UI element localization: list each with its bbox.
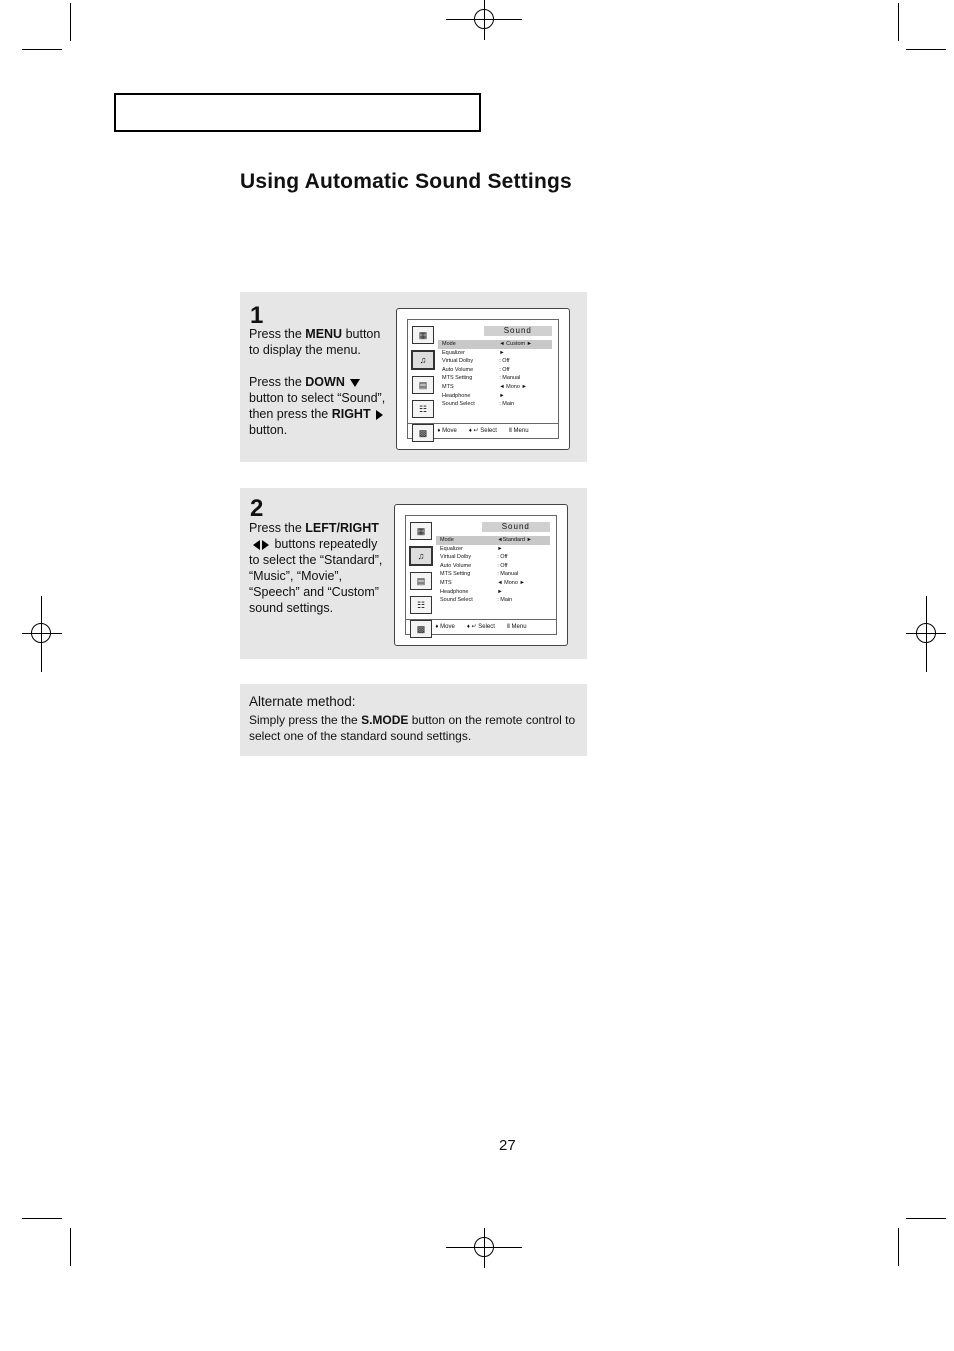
menu-title: Sound	[484, 326, 552, 336]
input-icon: ▩	[412, 424, 434, 442]
footer-select: ♦ ↵ Select	[466, 624, 495, 630]
step-1-line-2	[249, 374, 389, 438]
sound-icon: ♫	[409, 546, 433, 566]
menu-row	[436, 570, 550, 579]
step-2-instructions	[249, 520, 389, 616]
crop-mark	[898, 1228, 899, 1266]
row-value: ►	[497, 545, 503, 552]
right-arrow-icon	[262, 540, 269, 550]
row-label: Headphone	[440, 588, 469, 595]
picture-icon: ▦	[410, 522, 432, 540]
menu-row	[438, 374, 552, 383]
text: Press the	[249, 327, 306, 341]
channel-icon: ▤	[412, 376, 434, 394]
tv-menu-screenshot	[396, 308, 570, 450]
menu-key: MENU	[305, 327, 343, 341]
registration-circle	[31, 623, 51, 643]
registration-circle	[916, 623, 936, 643]
registration-circle	[474, 1237, 494, 1257]
down-key: DOWN	[305, 375, 345, 389]
row-value: ◄ Mono ►	[497, 579, 525, 586]
channel-icon: ▤	[410, 572, 432, 590]
text: Press the	[249, 521, 306, 535]
alternate-heading: Alternate method:	[249, 694, 356, 709]
menu-row	[436, 545, 550, 554]
header-box	[114, 93, 481, 132]
row-label: Sound Select	[440, 597, 473, 604]
left-arrow-icon	[253, 540, 260, 550]
menu-footer	[408, 423, 558, 438]
setup-icon: ☷	[412, 400, 434, 418]
menu-row	[436, 588, 550, 597]
row-label: Auto Volume	[442, 366, 474, 373]
menu-row	[438, 383, 552, 392]
footer-menu: Ⅱ Menu	[508, 428, 529, 434]
smode-key: S.MODE	[361, 713, 409, 727]
left-right-key: LEFT/RIGHT	[305, 521, 379, 535]
crop-mark	[22, 49, 62, 50]
step-1-line-1	[249, 326, 389, 358]
row-label: Mode	[442, 341, 456, 347]
row-label: Sound Select	[442, 401, 475, 408]
footer-select: ♦ ↵ Select	[468, 428, 497, 434]
menu-row	[438, 349, 552, 358]
menu-area	[436, 522, 550, 605]
tv-screen	[405, 515, 557, 635]
text: button to select “Sound”, then press the	[249, 391, 386, 421]
crop-mark	[898, 3, 899, 41]
step-1-instructions	[249, 326, 389, 438]
row-value: ◄Standard ►	[497, 537, 532, 543]
crop-mark	[906, 49, 946, 50]
menu-row	[438, 400, 552, 409]
text: button to display the menu.	[249, 327, 381, 357]
row-value: ◄ Custom ►	[499, 341, 533, 347]
row-value: : Off	[499, 358, 510, 365]
row-value: : Off	[497, 554, 508, 561]
menu-row	[436, 562, 550, 571]
menu-row	[438, 340, 552, 349]
down-arrow-icon	[350, 379, 360, 387]
step-2-panel	[240, 488, 587, 659]
right-key: RIGHT	[331, 407, 371, 421]
menu-row	[438, 392, 552, 401]
row-value: : Off	[497, 562, 508, 569]
tv-menu-screenshot	[394, 504, 568, 646]
row-value: : Manual	[497, 571, 519, 578]
alternate-text	[249, 712, 579, 744]
page-number: 27	[499, 1137, 516, 1154]
row-label: Equalizer	[442, 349, 465, 356]
row-label: MTS Setting	[440, 571, 471, 578]
alternate-method-panel	[240, 684, 587, 756]
menu-footer	[406, 619, 556, 634]
row-value: ►	[497, 588, 503, 595]
right-arrow-icon	[376, 410, 383, 420]
crop-mark	[906, 1218, 946, 1219]
menu-area	[438, 326, 552, 409]
text: button.	[249, 423, 288, 437]
step-2-line-1	[249, 520, 389, 616]
row-value: ◄ Mono ►	[499, 383, 527, 390]
menu-row	[436, 596, 550, 605]
row-label: MTS Setting	[442, 375, 473, 382]
menu-title: Sound	[482, 522, 550, 532]
row-label: MTS	[442, 383, 454, 390]
menu-row	[436, 553, 550, 562]
row-label: MTS	[440, 579, 452, 586]
row-label: Equalizer	[440, 545, 463, 552]
row-value: : Main	[497, 597, 513, 604]
text: Press the	[249, 375, 306, 389]
sound-icon: ♫	[411, 350, 435, 370]
step-number: 1	[250, 302, 264, 329]
row-value: : Main	[499, 401, 515, 408]
picture-icon: ▦	[412, 326, 434, 344]
menu-row	[438, 366, 552, 375]
registration-circle	[474, 9, 494, 29]
row-label: Mode	[440, 537, 454, 543]
step-number: 2	[250, 495, 264, 522]
row-value: : Off	[499, 366, 510, 373]
setup-icon: ☷	[410, 596, 432, 614]
row-label: Virtual Dolby	[440, 554, 472, 561]
text: buttons repeatedly to select the “Standard”, “Music”, “Movie”, “Speech” and “Custom” sound settings.	[249, 537, 383, 615]
page-title: Using Automatic Sound Settings	[240, 170, 572, 193]
footer-move: ♦ Move	[435, 624, 455, 630]
step-1-panel	[240, 292, 587, 462]
menu-row	[436, 579, 550, 588]
row-value: ►	[499, 392, 505, 399]
text: button on the remote control to select one of the standard sound settings.	[249, 713, 576, 743]
row-label: Virtual Dolby	[442, 358, 474, 365]
row-value: : Manual	[499, 375, 521, 382]
tv-screen	[407, 319, 559, 439]
footer-menu: Ⅱ Menu	[506, 624, 527, 630]
row-label: Headphone	[442, 392, 471, 399]
row-value: ►	[499, 349, 505, 356]
input-icon: ▩	[410, 620, 432, 638]
menu-row	[438, 357, 552, 366]
row-label: Auto Volume	[440, 562, 472, 569]
crop-mark	[70, 3, 71, 41]
footer-move: ♦ Move	[437, 428, 457, 434]
crop-mark	[22, 1218, 62, 1219]
text: Simply press the the	[249, 713, 362, 727]
menu-row	[436, 536, 550, 545]
crop-mark	[70, 1228, 71, 1266]
